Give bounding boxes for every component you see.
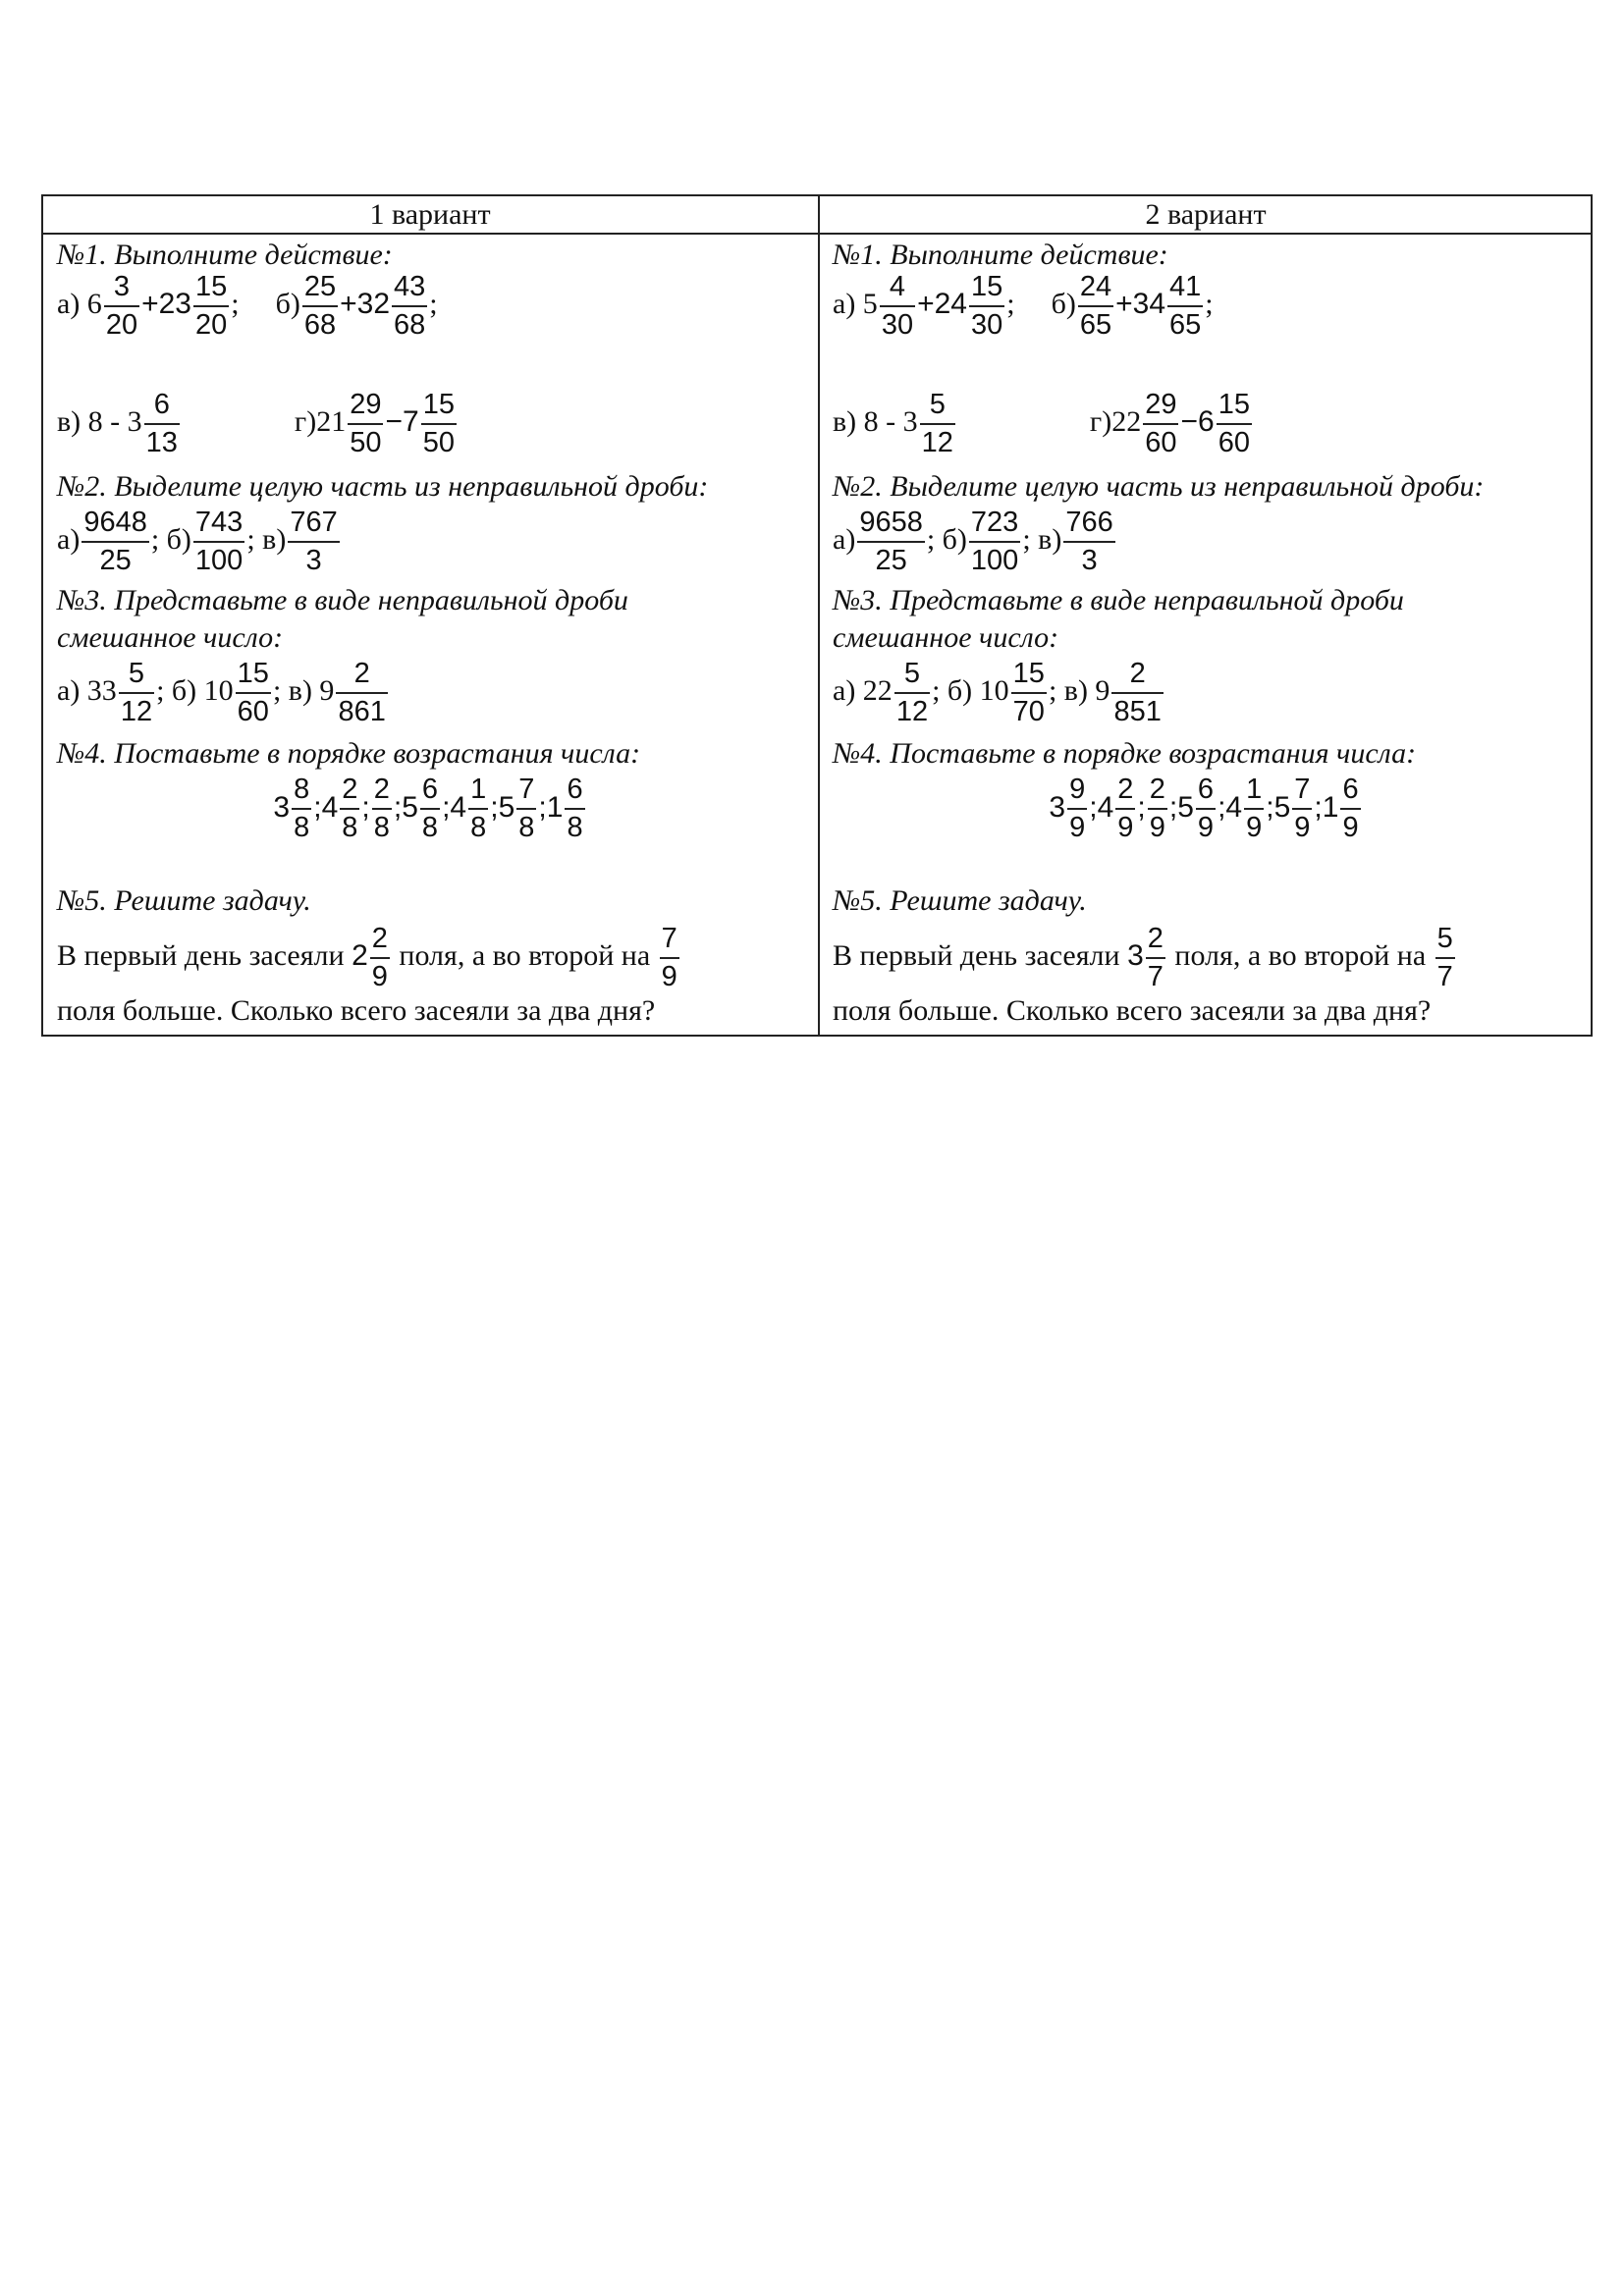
fraction: $\frac{25}{68}$ — [303, 271, 337, 341]
variant-2-task-3-title-cont: смешанное число: — [833, 621, 1059, 654]
operator: −6 — [1180, 404, 1215, 438]
fraction: $\frac{5}{12}$ — [120, 658, 153, 727]
variant-2-task-1-line-ab: а) 5 $\frac{4}{30}$ +24 $\frac{15}{30}$ ; б) $\frac{24}{65}$ +34 $\frac{41}{65}$ ; — [833, 271, 1214, 341]
operator: +32 — [340, 287, 390, 320]
fraction: $\frac{6}{13}$ — [145, 389, 178, 458]
fraction: $\frac{15}{20}$ — [194, 271, 228, 341]
fraction: $\frac{1}{9}$ — [1246, 774, 1263, 843]
variant-2-task-4-numbers: 3 $\frac{9}{9}$ ;4 $\frac{2}{9}$ ; $\frac{2}{9}$ ;5 $\frac{6}{9}$ ;4 $\frac{1}{9}$ ;5 $\frac{7}{9}$ ;1 $\frac{6}{9}$ — [1049, 774, 1359, 843]
variant-1-task-4-numbers: 3 $\frac{8}{8}$ ;4 $\frac{2}{8}$ ; $\frac{2}{8}$ ;5 $\frac{6}{8}$ ;4 $\frac{1}{8}$ ;5 $\frac{7}{8}$ ;1 $\frac{6}{8}$ — [273, 774, 583, 843]
fraction: $\frac{9}{9}$ — [1069, 774, 1086, 843]
task-1g-label: г)21 — [294, 404, 347, 438]
variant-2-task-1-line-vg — [833, 391, 1254, 457]
variant-1-task-2-title: №2. Выделите целую часть из неправильной дроби: — [57, 470, 709, 503]
fraction: $\frac{2}{7}$ — [1147, 923, 1164, 992]
variant-1-task-1-title: №1. Выполните действие: — [57, 239, 393, 271]
fraction: $\frac{8}{8}$ — [294, 774, 310, 843]
fraction: $\frac{15}{60}$ — [1218, 389, 1250, 458]
fraction: $\frac{6}{9}$ — [1342, 774, 1359, 843]
operator: −7 — [385, 404, 419, 438]
fraction: $\frac{15}{60}$ — [237, 658, 269, 727]
fraction: $\frac{1}{8}$ — [470, 774, 487, 843]
variant-2-task-5-line-2: поля больше. Сколько всего засеяли за два дня? — [833, 994, 1432, 1027]
fraction: $\frac{7}{8}$ — [518, 774, 535, 843]
fraction: $\frac{15}{50}$ — [422, 389, 455, 458]
fraction: $\frac{9658}{25}$ — [859, 507, 923, 576]
variant-2-task-2-title: №2. Выделите целую часть из неправильной дроби: — [833, 470, 1485, 503]
variant-2-task-2-line: а) $\frac{9658}{25}$ ; б) $\frac{723}{100}$ ; в) $\frac{766}{3}$ — [833, 507, 1113, 576]
variant-1-task-4-title: №4. Поставьте в порядке возрастания числа: — [57, 737, 641, 770]
variant-2-task-4-title: №4. Поставьте в порядке возрастания числа: — [833, 737, 1417, 770]
fraction: $\frac{29}{50}$ — [350, 389, 382, 458]
variant-2-column — [819, 196, 1593, 1035]
variant-2-task-3-line: а) 22 $\frac{5}{12}$ ; б) 10 $\frac{15}{70}$ ; в) 9 $\frac{2}{851}$ — [833, 658, 1162, 727]
variant-2-task-5-title: №5. Решите задачу. — [833, 884, 1087, 917]
operator: +23 — [141, 287, 191, 320]
fraction: $\frac{767}{3}$ — [290, 507, 338, 576]
worksheet-table — [41, 194, 1593, 1037]
fraction: $\frac{2}{8}$ — [373, 774, 390, 843]
task-1v-label: в) 8 - 3 — [57, 404, 142, 438]
variant-1-column — [43, 196, 817, 1035]
fraction: $\frac{3}{20}$ — [105, 271, 138, 341]
fraction: $\frac{4}{30}$ — [881, 271, 914, 341]
task-1g-label: г)22 — [1089, 404, 1142, 438]
fraction: $\frac{41}{65}$ — [1169, 271, 1202, 341]
fraction: $\frac{15}{70}$ — [1012, 658, 1045, 727]
fraction: $\frac{7}{9}$ — [661, 923, 677, 992]
fraction: $\frac{2}{9}$ — [1149, 774, 1165, 843]
fraction: $\frac{6}{9}$ — [1197, 774, 1215, 843]
fraction: $\frac{5}{12}$ — [895, 658, 929, 727]
fraction: $\frac{24}{65}$ — [1079, 271, 1112, 341]
variant-1-task-3-line: а) 33 $\frac{5}{12}$ ; б) 10 $\frac{15}{60}$ ; в) 9 $\frac{2}{861}$ — [57, 658, 386, 727]
fraction: $\frac{2}{8}$ — [342, 774, 358, 843]
variant-1-header: 1 вариант — [369, 198, 491, 231]
variant-2-header: 2 вариант — [1145, 198, 1267, 231]
fraction: $\frac{6}{8}$ — [421, 774, 439, 843]
task-1v-label: в) 8 - 3 — [833, 404, 918, 438]
operator: +24 — [917, 287, 967, 320]
fraction: $\frac{723}{100}$ — [970, 507, 1019, 576]
variant-1-task-1-line-vg — [57, 391, 459, 457]
variant-2-task-3-title: №3. Представьте в виде неправильной дроби — [833, 584, 1404, 616]
task-1a-label: а) 5 — [833, 287, 878, 320]
fraction: $\frac{29}{60}$ — [1145, 389, 1177, 458]
task-1b-label: б) — [275, 287, 300, 320]
fraction: $\frac{766}{3}$ — [1065, 507, 1113, 576]
fraction: $\frac{7}{9}$ — [1294, 774, 1311, 843]
fraction: $\frac{9648}{25}$ — [83, 507, 147, 576]
fraction: $\frac{43}{68}$ — [394, 271, 426, 341]
variant-1-task-3-title: №3. Представьте в виде неправильной дроби — [57, 584, 628, 616]
variant-1-task-5-line-1: В первый день засеяли 2 $\frac{2}{9}$ поля, а во второй на $\frac{7}{9}$ — [57, 923, 677, 992]
fraction: $\frac{2}{9}$ — [1117, 774, 1134, 843]
fraction: $\frac{15}{30}$ — [970, 271, 1003, 341]
variant-2-task-1-title: №1. Выполните действие: — [833, 239, 1168, 271]
fraction: $\frac{743}{100}$ — [194, 507, 244, 576]
variant-1-task-2-line: а) $\frac{9648}{25}$ ; б) $\frac{743}{100}$ ; в) $\frac{767}{3}$ — [57, 507, 338, 576]
variant-1-task-1-line-ab: а) 6 $\frac{3}{20}$ +23 $\frac{15}{20}$ ; б) $\frac{25}{68}$ +32 $\frac{43}{68}$ ; — [57, 271, 438, 341]
task-1a-label: а) 6 — [57, 287, 102, 320]
variant-1-task-3-title-cont: смешанное число: — [57, 621, 284, 654]
fraction: $\frac{2}{861}$ — [338, 658, 386, 727]
fraction: $\frac{5}{12}$ — [921, 389, 953, 458]
variant-2-task-5-line-1: В первый день засеяли 3 $\frac{2}{7}$ поля, а во второй на $\frac{5}{7}$ — [833, 923, 1453, 992]
operator: +34 — [1115, 287, 1165, 320]
fraction: $\frac{2}{9}$ — [371, 923, 388, 992]
fraction: $\frac{6}{8}$ — [567, 774, 583, 843]
fraction: $\frac{5}{7}$ — [1436, 923, 1453, 992]
variant-1-task-5-line-2: поля больше. Сколько всего засеяли за два дня? — [57, 994, 656, 1027]
task-1b-label: б) — [1051, 287, 1076, 320]
fraction: $\frac{2}{851}$ — [1113, 658, 1162, 727]
variant-1-task-5-title: №5. Решите задачу. — [57, 884, 311, 917]
